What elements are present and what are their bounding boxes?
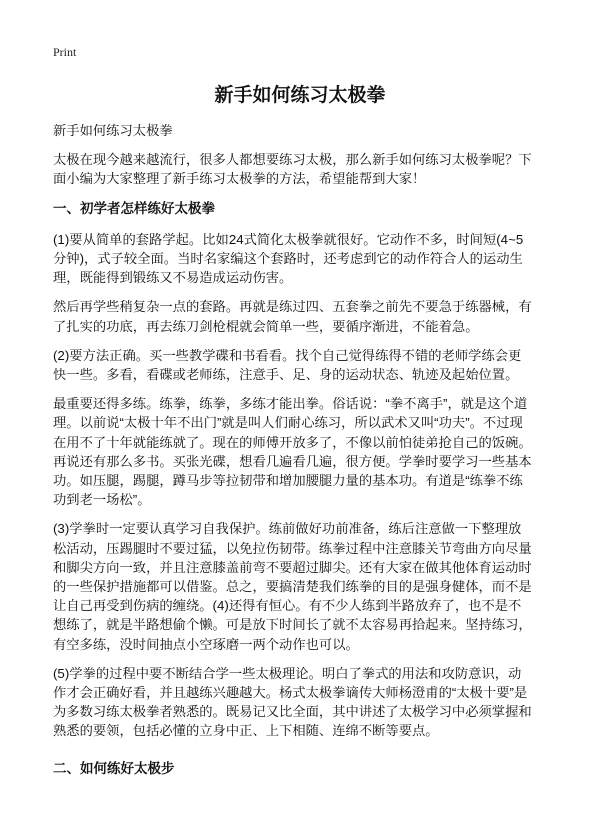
text-line: (1)要从简单的套路学起。比如24式简化太极拳就很好。它动作不多，时间短(4~5	[53, 231, 524, 247]
text-line: 理。以前说“太极十年不出门”就是叫人们耐心练习，所以武术又叫“功夫”。不过现	[53, 415, 523, 431]
text-line: 想练了，就是半路想偷个懒。可是放下时间长了就不太容易再拾起来。坚持练习，	[53, 617, 532, 633]
text-line: 分钟)，式子较全面。当时名家编这个套路时，还考虑到它的动作符合人的运动生	[53, 251, 523, 267]
paragraph-3	[53, 346, 593, 384]
section-heading-2: 二、如何练好太极步	[53, 760, 175, 776]
text-line: 面小编为大家整理了新手练习太极拳的方法，希望能帮到大家！	[53, 171, 426, 187]
print-link[interactable]: Print	[53, 45, 77, 59]
text-line: 的一些保护措施都可以借鉴。总之，要搞清楚我们练拳的目的是强身健体，而不是	[53, 579, 532, 595]
text-line: 再说还有那么多书。买张光碟，想看几遍看几遍，很方便。学拳时要学习一些基本	[53, 453, 532, 469]
paragraph-4	[53, 394, 593, 509]
intro-paragraph	[53, 150, 593, 188]
text-line: 太极在现今越来越流行，很多人都想要练习太极，那么新手如何练习太极拳呢？下	[53, 152, 532, 168]
article-body	[53, 121, 593, 790]
text-line: (3)学拳时一定要认真学习自我保护。练前做好功前准备，练后注意做一下整理放	[53, 521, 522, 537]
text-line: 功。如压腿，踢腿，蹲马步等拉韧带和增加腰腿力量的基本功。有道是“练拳不练	[53, 473, 523, 489]
text-line: 熟悉的要领，包括必懂的立身中正、上下相随、连绵不断等要点。	[53, 723, 439, 739]
text-line: 最重要还得多练。练拳，练拳，多练才能出拳。俗话说：“拳不离手”，就是这个道	[53, 396, 528, 412]
text-line: 为多数习练太极拳者熟悉的。既易记又比全面，其中讲述了太极学习中必须掌握和	[53, 704, 532, 720]
text-line: 有空多练，没时间抽点小空琢磨一两个动作也可以。	[53, 636, 359, 652]
text-line: (5)学拳的过程中要不断结合学一些太极理论。明白了拳式的用法和攻防意识，动	[53, 665, 522, 681]
article-subtitle: 新手如何练习太极拳	[53, 123, 173, 138]
paragraph-1	[53, 230, 593, 288]
text-line: 在用不了十年就能练就了。现在的师傅开放多了，不像以前怕徒弟抢自己的饭碗。	[53, 434, 532, 450]
text-line: 和脚尖方向一致，并且注意膝盖前弯不要超过脚尖。还有大家在做其他体育运动时	[53, 559, 532, 575]
text-line: (2)要方法正确。买一些教学碟和书看看。找个自己觉得练得不错的老师学练会更	[53, 347, 522, 363]
section-heading-1: 一、初学者怎样练好太极拳	[53, 200, 215, 216]
text-line: 然后再学些稍复杂一点的套路。再就是练过四、五套拳之前先不要急于练器械，有	[53, 299, 532, 315]
text-line: 了扎实的功底，再去练刀剑枪棍就会简单一些，要循序渐进，不能着急。	[53, 318, 479, 334]
text-line: 功到老一场松”。	[53, 492, 151, 508]
text-line: 理，既能得到锻练又不易造成运动伤害。	[53, 270, 293, 286]
paragraph-5	[53, 519, 593, 653]
page-title: 新手如何练习太极拳	[214, 85, 386, 106]
text-line: 作才会正确好看，并且越练兴趣越大。杨式太极拳谪传大师杨澄甫的“太极十要”是	[53, 685, 528, 701]
text-line: 让自己再受到伤病的缠绕。(4)还得有恒心。有不少人练到半路放弃了，也不是不	[53, 598, 522, 614]
paragraph-6	[53, 664, 593, 741]
paragraph-2	[53, 297, 593, 335]
text-line: 松活动，压踢腿时不要过猛，以免拉伤韧带。练拳过程中注意膝关节弯曲方向尽量	[53, 540, 532, 556]
text-line: 快一些。多看，看碟或老师练，注意手、足、身的运动状态、轨迹及起始位置。	[53, 367, 519, 383]
